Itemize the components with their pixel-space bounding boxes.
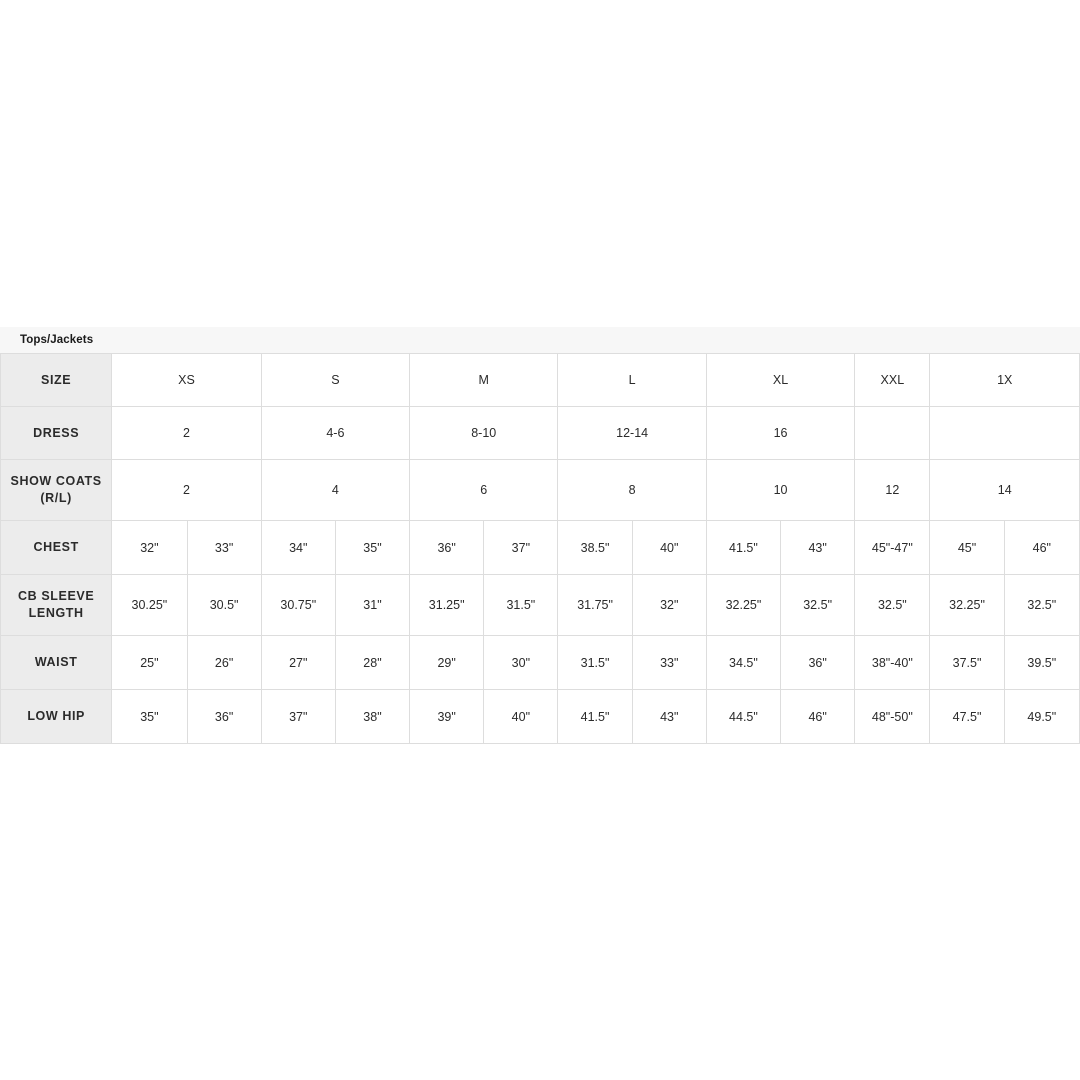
table-cell: 31.5" <box>484 575 558 636</box>
table-cell: 41.5" <box>558 690 632 744</box>
table-row <box>1 636 1080 690</box>
table-cell: 32" <box>112 521 187 575</box>
table-cell: 31" <box>335 575 409 636</box>
row-header-line-1: SHOW COATS <box>10 474 102 489</box>
table-row <box>1 354 1080 407</box>
table-cell: 49.5" <box>1004 690 1079 744</box>
row-header-chest: CHEST <box>1 521 112 575</box>
row-header-size: SIZE <box>1 354 112 407</box>
table-cell: 30.25" <box>112 575 187 636</box>
table-cell: 46" <box>1004 521 1079 575</box>
row-header-cb-sleeve-length <box>1 575 112 636</box>
table-cell: 46" <box>781 690 855 744</box>
table-cell: 37" <box>484 521 558 575</box>
table-cell: 26" <box>187 636 261 690</box>
table-cell: 36" <box>781 636 855 690</box>
table-cell: 8 <box>558 460 706 521</box>
table-cell: M <box>410 354 558 407</box>
table-cell: 1X <box>930 354 1080 407</box>
table-row <box>1 690 1080 744</box>
table-cell <box>930 407 1080 460</box>
table-cell: 2 <box>112 460 261 521</box>
table-cell: 8-10 <box>410 407 558 460</box>
table-cell: 31.75" <box>558 575 632 636</box>
row-header-line-1: CB SLEEVE <box>18 589 95 604</box>
table-cell: 4-6 <box>261 407 409 460</box>
table-cell: 2 <box>112 407 261 460</box>
table-cell: 45"-47" <box>855 521 930 575</box>
table-cell: 30.5" <box>187 575 261 636</box>
table-cell: 30" <box>484 636 558 690</box>
table-cell: 10 <box>706 460 854 521</box>
size-chart-title-bar <box>0 327 1080 353</box>
table-cell: 33" <box>632 636 706 690</box>
table-cell: 30.75" <box>261 575 335 636</box>
table-cell: 36" <box>187 690 261 744</box>
table-cell: 32.25" <box>930 575 1004 636</box>
table-row <box>1 460 1080 521</box>
table-cell: S <box>261 354 409 407</box>
table-cell: 29" <box>410 636 484 690</box>
table-cell: 28" <box>335 636 409 690</box>
table-row <box>1 521 1080 575</box>
table-cell: L <box>558 354 706 407</box>
table-cell: 32" <box>632 575 706 636</box>
table-cell: 39.5" <box>1004 636 1079 690</box>
table-cell: 34" <box>261 521 335 575</box>
table-cell: 31.5" <box>558 636 632 690</box>
table-row <box>1 575 1080 636</box>
table-row <box>1 407 1080 460</box>
table-cell: 6 <box>410 460 558 521</box>
table-cell <box>855 407 930 460</box>
table-cell: 32.5" <box>1004 575 1079 636</box>
table-cell: 47.5" <box>930 690 1004 744</box>
table-cell: 36" <box>410 521 484 575</box>
table-cell: 38.5" <box>558 521 632 575</box>
table-cell: 40" <box>632 521 706 575</box>
table-cell: 37" <box>261 690 335 744</box>
table-cell: 12 <box>855 460 930 521</box>
table-cell: XXL <box>855 354 930 407</box>
table-cell: 48"-50" <box>855 690 930 744</box>
table-cell: 32.5" <box>781 575 855 636</box>
table-cell: 43" <box>632 690 706 744</box>
table-cell: XS <box>112 354 261 407</box>
table-cell: XL <box>706 354 854 407</box>
table-cell: 33" <box>187 521 261 575</box>
table-cell: 37.5" <box>930 636 1004 690</box>
table-cell: 45" <box>930 521 1004 575</box>
row-header-waist: WAIST <box>1 636 112 690</box>
table-cell: 32.25" <box>706 575 780 636</box>
table-cell: 41.5" <box>706 521 780 575</box>
table-cell: 4 <box>261 460 409 521</box>
row-header-line-2: LENGTH <box>28 606 84 620</box>
table-cell: 38"-40" <box>855 636 930 690</box>
table-cell: 31.25" <box>410 575 484 636</box>
size-chart-table <box>0 353 1080 744</box>
row-header-line-2: (R/L) <box>40 491 72 505</box>
table-cell: 12-14 <box>558 407 706 460</box>
table-cell: 32.5" <box>855 575 930 636</box>
table-cell: 35" <box>335 521 409 575</box>
table-cell: 16 <box>706 407 854 460</box>
table-cell: 44.5" <box>706 690 780 744</box>
row-header-show-coats <box>1 460 112 521</box>
page-title: Tops/Jackets <box>20 334 94 346</box>
row-header-dress: DRESS <box>1 407 112 460</box>
table-cell: 39" <box>410 690 484 744</box>
table-cell: 25" <box>112 636 187 690</box>
size-chart-container <box>0 327 1080 744</box>
table-cell: 40" <box>484 690 558 744</box>
table-cell: 27" <box>261 636 335 690</box>
table-cell: 34.5" <box>706 636 780 690</box>
table-cell: 38" <box>335 690 409 744</box>
table-cell: 43" <box>781 521 855 575</box>
table-cell: 14 <box>930 460 1080 521</box>
row-header-low-hip: LOW HIP <box>1 690 112 744</box>
table-cell: 35" <box>112 690 187 744</box>
